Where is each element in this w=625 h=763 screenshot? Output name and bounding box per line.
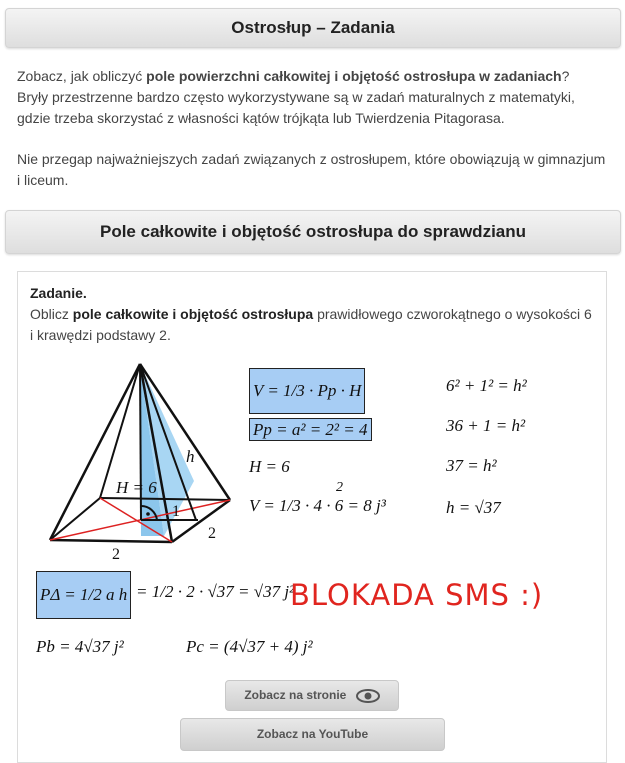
triangle-area-calculation: = 1/2 · 2 · √37 = √37 j² (136, 582, 295, 601)
intro-bold-text: pole powierzchni całkowitej i objętość ostrosłupa w zadaniach (146, 68, 562, 84)
see-on-youtube-label: Zobacz na YouTube (256, 727, 369, 741)
intro-text-2: Bryły przestrzenne bardzo często wykorzystywane są w zadań maturalnych z matematyki, gdzie trzeba skorzystać z własności kątów trójkąta lub Twierdzenia Pitagorasa. (17, 89, 575, 126)
volume-formula: V = 1/3 · Pp · H (249, 368, 365, 414)
total-area: Pc = (4√37 + 4) j² (186, 637, 313, 656)
label-H: H = 6 (116, 478, 157, 497)
pyramid-figure (46, 360, 266, 560)
task-bold-text: pole całkowite i objętość ostrosłupa (72, 306, 314, 322)
base-edge (50, 540, 172, 542)
pythagoras-step-4: h = √37 (446, 498, 501, 517)
right-angle-dot (146, 512, 150, 516)
intro-text-end: ? (561, 68, 570, 84)
section-title: Pole całkowite i objętość ostrosłupa do sprawdzianu (99, 222, 527, 241)
volume-calculation: V = 1/3 · 4 · 6 = 8 j³ (249, 496, 386, 515)
label-two: 2 (208, 525, 216, 542)
height-value: H = 6 (249, 457, 290, 476)
label-two-bottom: 2 (112, 546, 120, 560)
sms-block-overlay: BLOKADA SMS :) (290, 578, 544, 612)
lateral-area: Pb = 4√37 j² (36, 637, 124, 656)
base-area-highlight: Pp = a² = 2² = 4 (249, 418, 372, 441)
intro-paragraph-2: Nie przegap najważniejszych zadań związanych z ostrosłupem, które obowiązują w gimnazjum i liceum. (17, 151, 606, 188)
task-card (17, 271, 607, 763)
page-header (5, 8, 621, 48)
intro-paragraph (17, 66, 607, 129)
volume-cancel-top: 2 (336, 480, 343, 495)
task-heading: Zadanie. (30, 285, 87, 301)
task-text: Oblicz (30, 306, 73, 322)
triangle-area-formula: PΔ = 1/2 a h (36, 571, 131, 619)
see-on-youtube-button[interactable] (180, 718, 445, 751)
pythagoras-step-1: 6² + 1² = h² (446, 376, 527, 395)
pythagoras-step-3: 37 = h² (446, 456, 497, 475)
eye-icon (356, 689, 380, 703)
label-h: h (186, 447, 195, 466)
base-area-formula (249, 420, 372, 440)
see-on-page-label: Zobacz na stronie (244, 688, 347, 702)
base-edge (100, 498, 230, 500)
label-one: 1 (172, 503, 180, 520)
pythagoras-step-2: 36 + 1 = h² (446, 416, 526, 435)
task-description (30, 283, 595, 346)
see-on-page-button[interactable] (225, 680, 399, 711)
task-text-end: prawidłowego czworokątnego o wysokości 6 i krawędzi podstawy 2. (30, 306, 592, 343)
intro-text: Zobacz, jak obliczyć (17, 68, 147, 84)
section-header (5, 210, 621, 254)
page-title: Ostrosłup – Zadania (231, 18, 395, 37)
